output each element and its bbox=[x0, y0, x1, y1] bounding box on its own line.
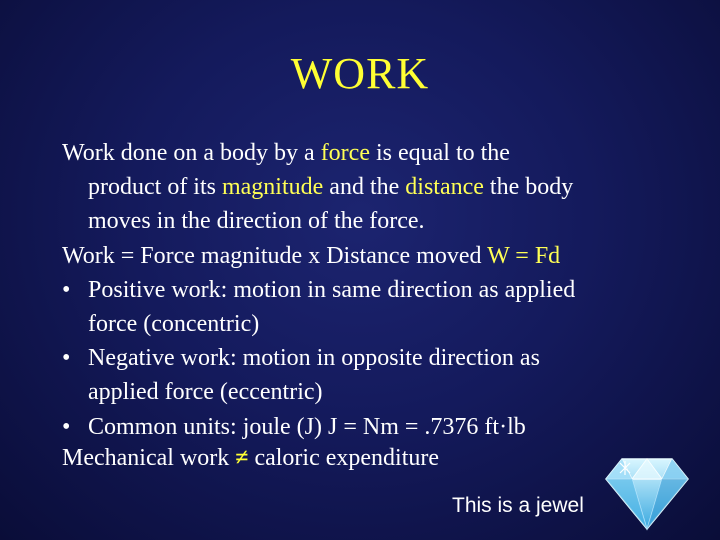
not-equal-symbol: ≠ bbox=[235, 445, 249, 471]
text-segment: product of its bbox=[88, 174, 222, 201]
slide-title: WORK bbox=[290, 49, 430, 98]
paragraph-line-3: moves in the direction of the force. bbox=[88, 208, 425, 235]
text-segment: and the bbox=[323, 174, 406, 201]
text-segment: caloric expenditure bbox=[248, 445, 440, 471]
mechanical-work-line bbox=[62, 445, 439, 472]
bullet-item-common-units bbox=[62, 410, 702, 444]
bullet-continuation: applied force (eccentric) bbox=[88, 379, 323, 406]
bullet-text: Positive work: motion in same direction as applied bbox=[88, 276, 576, 303]
formula: W = Fd bbox=[487, 242, 561, 269]
jewel-note: This is a jewel bbox=[452, 494, 584, 517]
paragraph-line-2 bbox=[62, 170, 702, 204]
bullet-icon: • bbox=[62, 345, 71, 372]
text-segment: is equal to the bbox=[369, 140, 510, 166]
bullet-item-negative-work bbox=[62, 341, 702, 375]
bullet-item-positive-work bbox=[62, 273, 702, 307]
paragraph-line-1 bbox=[62, 136, 702, 170]
formula-text: Work = Force magnitude x Distance moved bbox=[62, 242, 488, 269]
bullet-icon: • bbox=[62, 276, 71, 303]
keyword-magnitude: magnitude bbox=[221, 174, 324, 201]
bullet-text: Common units: joule (J) J = Nm = .7376 ft·lb bbox=[88, 413, 526, 440]
keyword-distance: distance bbox=[405, 174, 484, 201]
diamond-icon bbox=[604, 453, 690, 533]
bullet-text: Negative work: motion in opposite direction as bbox=[88, 345, 540, 372]
text-segment: Mechanical work bbox=[62, 445, 236, 471]
slide-body bbox=[62, 136, 702, 444]
keyword-force: force bbox=[320, 140, 370, 166]
bullet-continuation: force (concentric) bbox=[88, 311, 260, 338]
text-segment: Work done on a body by a bbox=[62, 140, 321, 166]
text-segment: the body bbox=[483, 174, 574, 201]
formula-line bbox=[62, 239, 702, 273]
bullet-icon: • bbox=[62, 413, 71, 440]
